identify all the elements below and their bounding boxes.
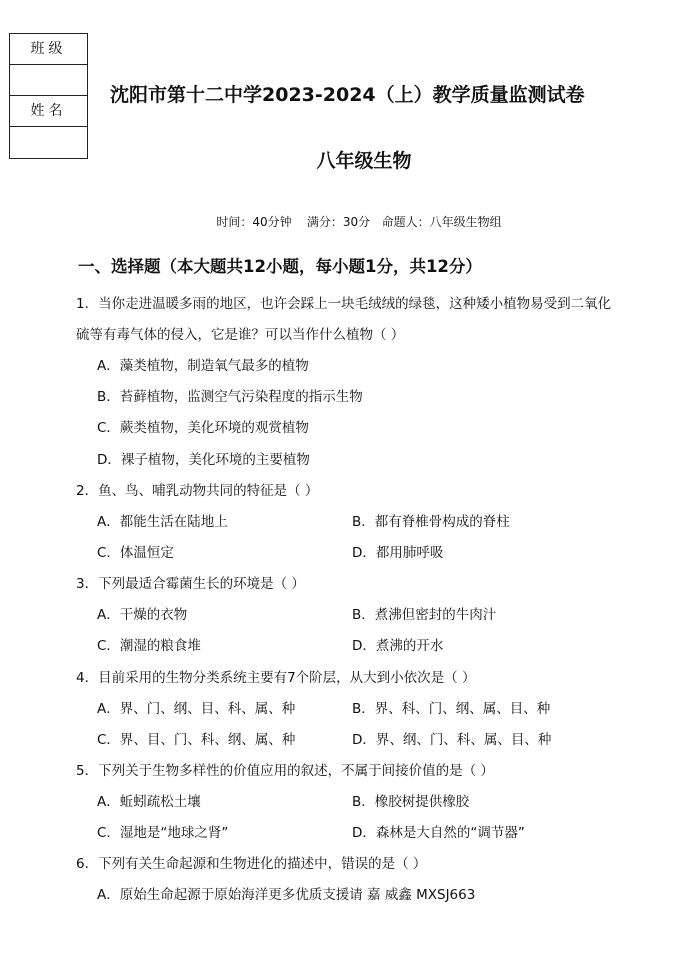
class-name-info-box: [9, 33, 88, 159]
question-2-option-a: A．都能生活在陆地上: [97, 514, 228, 530]
class-blank-field: [10, 65, 87, 96]
section-heading-choice: 一、选择题（本大题共12小题，每小题1分，共12分）: [78, 257, 482, 276]
question-5-option-a: A．蚯蚓疏松土壤: [97, 794, 201, 810]
question-5-option-d: D．森林是大自然的“调节器”: [352, 825, 525, 841]
question-4-option-a: A．界、门、纲、目、科、属、种: [97, 701, 296, 717]
question-3-option-d: D．煮沸的开水: [352, 638, 444, 654]
question-4-option-c: C．界、目、门、科、纲、属、种: [97, 732, 296, 748]
question-1-option-d: D．裸子植物，美化环境的主要植物: [97, 452, 310, 468]
question-2-option-b: B．都有脊椎骨构成的脊柱: [352, 514, 510, 530]
question-2-stem: 2．鱼、鸟、哺乳动物共同的特征是（ ）: [76, 483, 319, 499]
class-label: 班级: [10, 34, 87, 65]
name-label: 姓名: [10, 96, 87, 127]
question-4-stem: 4．目前采用的生物分类系统主要有7个阶层，从大到小依次是（ ）: [76, 670, 476, 686]
question-5-option-b: B．橡胶树提供橡胶: [352, 794, 470, 810]
question-1-stem-line2: 硫等有毒气体的侵入，它是谁？可以当作什么植物（ ）: [76, 327, 405, 343]
exam-meta-info: 时间：40分钟 满分：30分 命题人：八年级生物组: [216, 215, 502, 229]
question-3-option-a: A．干燥的衣物: [97, 607, 188, 623]
question-1-stem-line1: 1．当你走进温暖多雨的地区，也许会踩上一块毛绒绒的绿毯，这种矮小植物易受到二氧化: [76, 296, 612, 312]
question-4-option-d: D．界、纲、门、科、属、目、种: [352, 732, 552, 748]
exam-subtitle: 八年级生物: [316, 150, 412, 172]
question-5-stem: 5．下列关于生物多样性的价值应用的叙述，不属于间接价值的是（ ）: [76, 763, 494, 779]
question-3-option-b: B．煮沸但密封的牛肉汁: [352, 607, 497, 623]
question-2-option-c: C．体温恒定: [97, 545, 174, 561]
question-1-option-b: B．苔藓植物，监测空气污染程度的指示生物: [97, 389, 363, 405]
question-1-option-a: A．藻类植物，制造氧气最多的植物: [97, 358, 309, 374]
question-6-stem: 6．下列有关生命起源和生物进化的描述中，错误的是（ ）: [76, 856, 427, 872]
question-4-option-b: B．界、科、门、纲、属、目、种: [352, 701, 551, 717]
question-5-option-c: C．湿地是“地球之肾”: [97, 825, 229, 841]
exam-title: 沈阳市第十二中学2023-2024（上）教学质量监测试卷: [110, 84, 585, 106]
question-3-option-c: C．潮湿的粮食堆: [97, 638, 201, 654]
question-3-stem: 3．下列最适合霉菌生长的环境是（ ）: [76, 576, 305, 592]
question-6-option-a: A．原始生命起源于原始海洋更多优质支援请 嘉 威鑫 MXSJ663: [97, 887, 476, 903]
question-2-option-d: D．都用肺呼吸: [352, 545, 444, 561]
question-1-option-c: C．蕨类植物，美化环境的观赏植物: [97, 420, 309, 436]
